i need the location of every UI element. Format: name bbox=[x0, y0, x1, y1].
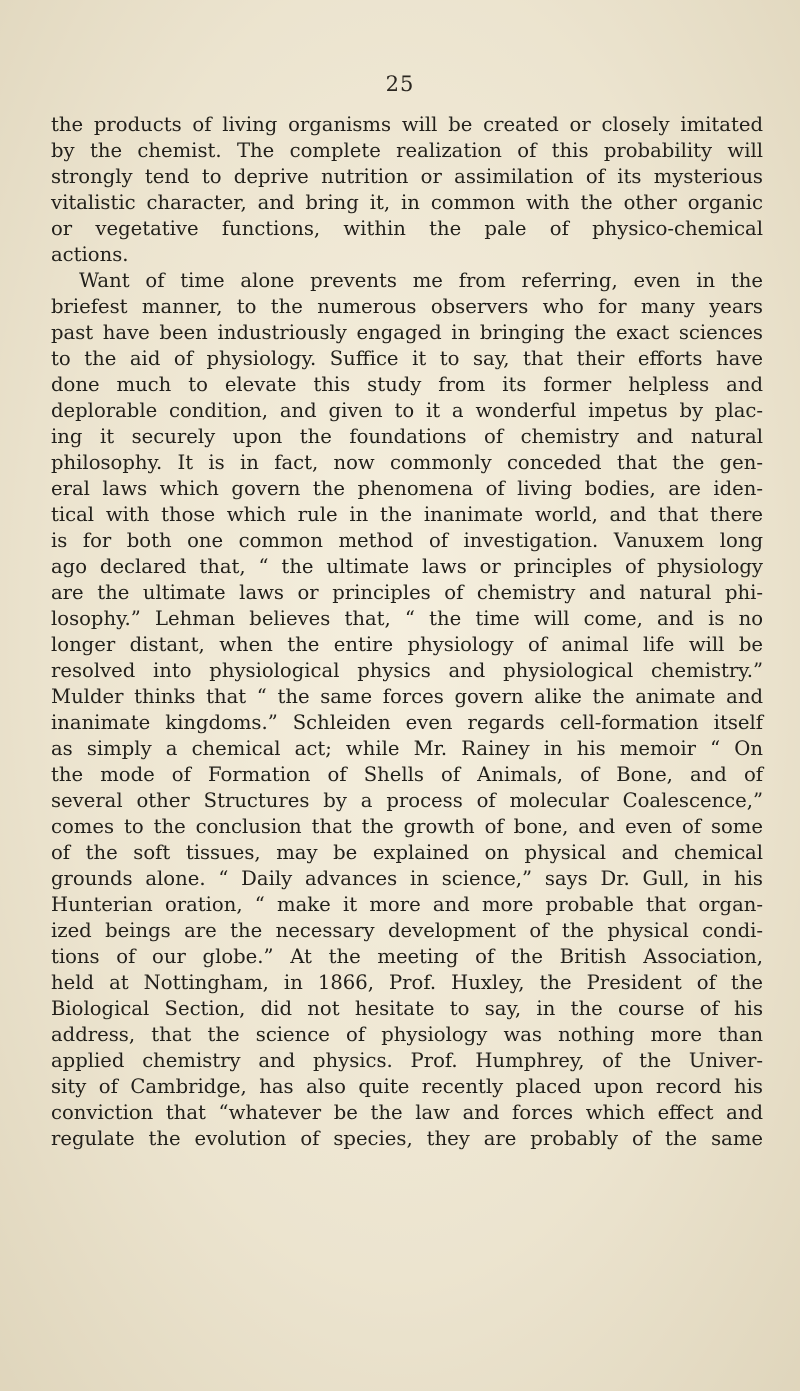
text-line: losophy.” Lehman believes that, “ the time will come, and is no bbox=[51, 607, 763, 630]
text-line: ago declared that, “ the ultimate laws or principles of physiology bbox=[51, 555, 763, 578]
text-line: done much to elevate this study from its former helpless and bbox=[51, 373, 763, 396]
body-text bbox=[51, 112, 763, 1152]
text-line: by the chemist. The complete realization of this probability will bbox=[51, 139, 763, 162]
text-line: grounds alone. “ Daily advances in science,” says Dr. Gull, in his bbox=[51, 867, 763, 890]
text-line: regulate the evolution of species, they are probably of the same bbox=[51, 1127, 763, 1150]
text-line: address, that the science of physiology was nothing more than bbox=[51, 1023, 763, 1046]
text-line: ing it securely upon the foundations of chemistry and natural bbox=[51, 425, 763, 448]
text-line: deplorable condition, and given to it a wonderful impetus by plac- bbox=[51, 399, 763, 422]
text-line: resolved into physiological physics and physiological chemistry.” bbox=[51, 659, 763, 682]
text-line: philosophy. It is in fact, now commonly conceded that the gen- bbox=[51, 451, 763, 474]
text-line: tions of our globe.” At the meeting of the British Association, bbox=[51, 945, 763, 968]
text-line: eral laws which govern the phenomena of living bodies, are iden- bbox=[51, 477, 763, 500]
text-line: Mulder thinks that “ the same forces govern alike the animate and bbox=[51, 685, 763, 708]
page-number: 25 bbox=[385, 72, 415, 96]
text-line: briefest manner, to the numerous observers who for many years bbox=[51, 295, 763, 318]
text-line: ized beings are the necessary development of the physical condi- bbox=[51, 919, 763, 942]
text-line: the mode of Formation of Shells of Animals, of Bone, and of bbox=[51, 763, 763, 786]
text-line: are the ultimate laws or principles of chemistry and natural phi- bbox=[51, 581, 763, 604]
text-line: is for both one common method of investigation. Vanuxem long bbox=[51, 529, 763, 552]
text-line: actions. bbox=[51, 243, 129, 266]
text-line: of the soft tissues, may be explained on physical and chemical bbox=[51, 841, 763, 864]
text-line: Biological Section, did not hesitate to say, in the course of his bbox=[51, 997, 763, 1020]
text-line: applied chemistry and physics. Prof. Humphrey, of the Univer- bbox=[51, 1049, 763, 1072]
text-line: longer distant, when the entire physiology of animal life will be bbox=[51, 633, 763, 656]
text-line: Hunterian oration, “ make it more and more probable that organ- bbox=[51, 893, 763, 916]
text-line: held at Nottingham, in 1866, Prof. Huxley, the President of the bbox=[51, 971, 763, 994]
text-line: the products of living organisms will be created or closely imitated bbox=[51, 113, 763, 136]
text-line: conviction that “whatever be the law and forces which effect and bbox=[51, 1101, 763, 1124]
text-line: as simply a chemical act; while Mr. Rainey in his memoir “ On bbox=[51, 737, 763, 760]
text-line: comes to the conclusion that the growth of bone, and even of some bbox=[51, 815, 763, 838]
text-line: inanimate kingdoms.” Schleiden even regards cell-formation itself bbox=[51, 711, 763, 734]
text-line: tical with those which rule in the inanimate world, and that there bbox=[51, 503, 763, 526]
text-line: or vegetative functions, within the pale of physico-chemical bbox=[51, 217, 763, 240]
text-line: Want of time alone prevents me from referring, even in the bbox=[79, 269, 763, 292]
text-line: sity of Cambridge, has also quite recently placed upon record his bbox=[51, 1075, 763, 1098]
text-line: strongly tend to deprive nutrition or assimilation of its mysterious bbox=[51, 165, 763, 188]
text-line: past have been industriously engaged in bringing the exact sciences bbox=[51, 321, 763, 344]
text-line: vitalistic character, and bring it, in common with the other organic bbox=[51, 191, 763, 214]
text-line: several other Structures by a process of molecular Coalescence,” bbox=[51, 789, 763, 812]
text-line: to the aid of physiology. Suffice it to say, that their efforts have bbox=[51, 347, 763, 370]
